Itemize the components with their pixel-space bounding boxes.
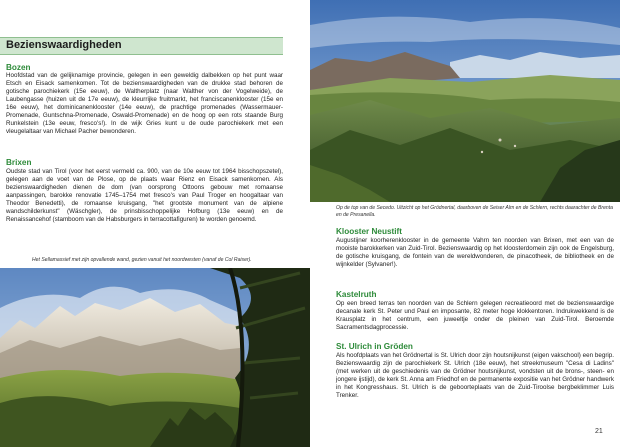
photo-secedo-image — [310, 0, 620, 202]
page-number: 21 — [595, 428, 603, 435]
photo-secedo-view — [310, 0, 620, 202]
entry-body-brixen: Oudste stad van Tirol (voor het eerst vermeld ca. 900, van de 10e eeuw tot 1964 bisschopszetel), gelegen aan de voet van de Plose, op de plaats waar Rienz en Eisack samenkomen. Als bezienswaardigheden dienen de dom (van oorsprong Ottoons gebouw met romaanse aanpassingen, barokke renovatie 1745–1754 met fresco's van Paul Troger en hoogaltaar van Theodor Benedetti), de romaanse kruisgang, "het grootste monument van de alpiene wandschilderkunst" (Wäschgler), de prinsbisschoppelijke Hofburg (13e eeuw) en de Renaissancehof (stamboom van de Habsburgers in terracottafiguren) te worden genoemd. — [6, 168, 283, 224]
entry-body-neustift: Augustijner koorherenklooster in de gemeente Vahrn ten noorden van Brixen, met een van de mooiste barokkerken van Zuid-Tirol. Bezienswaardig op het kloosterdomein zijn ook de Engelsburg, de gotische kruisgang, de fontein van de wereldwonderen, de pinacotheek, de bibliotheek en de wijnkelder (Sylvaner!). — [336, 237, 614, 269]
entry-title-neustift: Klooster Neustift — [336, 227, 402, 236]
right-page — [310, 0, 620, 447]
entry-title-brixen: Brixen — [6, 158, 32, 167]
photo-sella-massif — [0, 268, 310, 447]
entry-body-st-ulrich: Als hoofdplaats van het Grödnertal is St. Ulrich door zijn houtsnijkunst (eigen vakschool) een begrip. Bezienswaardig zijn de parochiekerk St. Ulrich (18e eeuw), het streekmuseum "Cesa di Ladins" (met werken uit de geschiedenis van de Grödner houtsnijkunst, vondsten uit de brons-, steen- en jongere ijstijd), de kerk St. Anna am Friedhof en de permanente expositie van het Grödner handwerk in het Kongresshaus. St. Ulrich is de geboorteplaats van de Zuid-Tiroolse bergbeklimmer Luis Trenker. — [336, 352, 614, 400]
entry-title-kastelruth: Kastelruth — [336, 290, 377, 299]
photo-sella-image — [0, 268, 310, 447]
entry-body-bozen: Hoofdstad van de gelijknamige provincie, gelegen in een geweldig dalbekken op het punt waar Etsch en Eisack samenkomen. Tot de bezienswaardigheden van de drukke stad behoren de gotische parochiekerk (15e eeuw), de Waltherplatz (naar Walther von der Vogelweide), de Laubengasse (huizen uit de 17e eeuw), de kleurrijke fruitmarkt, het franciscanenklooster (15e en 16e eeuw), het dominicanenklooster (14e eeuw), de prachtige promenades (Wassermauer-Promenade, Guntschna-Promenade, Oswald-Promenade) en de hoog op een rots staande Burg Runkelstein (13e eeuw, fresco's!). In de wijk Gries kunt u de oude parochiekerk met een vleugelaltaar van Michael Pacher bewonderen. — [6, 72, 283, 136]
photo-caption-sella: Het Sellamassief met zijn opvallende wand, gezien vanuit het noordwesten (vanaf de Col Raiser). — [32, 257, 252, 263]
section-banner — [0, 37, 283, 55]
entry-title-bozen: Bozen — [6, 63, 31, 72]
section-title: Bezienswaardigheden — [6, 39, 122, 51]
photo-caption-secedo: Op de top van de Secedo. Uitzicht op het Grödnertal, daarboven de Seiser Alm en de Schlern, rechts daarachter de Brenta en de Presanella. — [336, 205, 614, 218]
entry-title-st-ulrich: St. Ulrich in Gröden — [336, 342, 413, 351]
entry-body-kastelruth: Op een breed terras ten noorden van de Schlern gelegen recreatieoord met de bezienswaardige decanale kerk St. Peter und Paul en imposante, 82 meter hoge klokkentoren. Indrukwekkend is de Krausplatz in het centrum, een juweeltje onder de pleinen van Zuid-Tirol. Beroemde Sacramentsdagprocessie. — [336, 300, 614, 332]
